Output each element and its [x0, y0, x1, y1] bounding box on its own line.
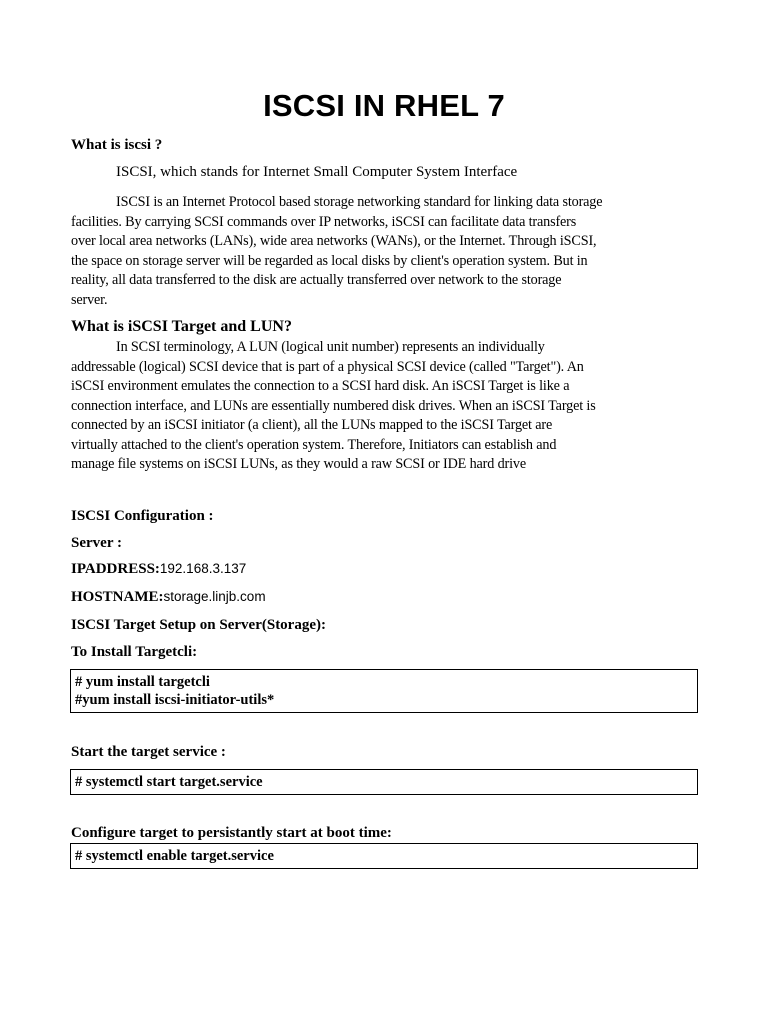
- ipaddress-value: 192.168.3.137: [159, 561, 247, 576]
- code-line: # systemctl enable target.service: [75, 848, 274, 864]
- paragraph-line: server.: [71, 291, 108, 308]
- code-line: # systemctl start target.service: [75, 774, 263, 790]
- paragraph-iscsi-intro: [71, 193, 701, 310]
- paragraph-line: over local area networks (LANs), wide area networks (WANs), or the Internet. Through iSCSI,: [71, 233, 597, 249]
- code-box-install: [70, 669, 698, 713]
- paragraph-line: ISCSI is an Internet Protocol based storage networking standard for linking data storage: [116, 194, 603, 210]
- code-line: #yum install iscsi-initiator-utils*: [75, 692, 275, 708]
- hostname-row: [71, 589, 266, 606]
- heading-iscsi-configuration: ISCSI Configuration :: [71, 508, 214, 524]
- ipaddress-row: [71, 561, 246, 578]
- paragraph-line: In SCSI terminology, A LUN (logical unit number) represents an individually: [116, 339, 545, 355]
- code-box-enable: [70, 843, 698, 869]
- heading-start-service: Start the target service :: [71, 744, 226, 760]
- hostname-label: HOSTNAME:: [71, 589, 164, 605]
- paragraph-line: connected by an iSCSI initiator (a client), all the LUNs mapped to the iSCSI Target are: [71, 417, 553, 433]
- code-box-start: [70, 769, 698, 795]
- paragraph-line: the space on storage server will be regarded as local disks by client's operation system. But in: [71, 252, 588, 269]
- label-server: Server :: [71, 535, 122, 551]
- heading-target-setup: ISCSI Target Setup on Server(Storage):: [71, 617, 326, 633]
- paragraph-line: manage file systems on iSCSI LUNs, as they would a raw SCSI or IDE hard drive: [71, 456, 526, 472]
- paragraph-line: facilities. By carrying SCSI commands over IP networks, iSCSI can facilitate data transfers: [71, 213, 577, 230]
- page-title: ISCSI IN RHEL 7: [263, 88, 505, 123]
- paragraph-line: reality, all data transferred to the disk are actually transferred over network to the storage: [71, 272, 562, 288]
- paragraph-line: addressable (logical) SCSI device that is part of a physical SCSI device (called "Target"). An: [71, 358, 584, 375]
- heading-target-and-lun: What is iSCSI Target and LUN?: [71, 318, 292, 335]
- hostname-value: storage.linjb.com: [163, 589, 266, 604]
- heading-what-is-iscsi: What is iscsi ?: [71, 137, 163, 153]
- heading-boot-time: Configure target to persistantly start at boot time:: [71, 825, 392, 841]
- paragraph-line: virtually attached to the client's operation system. Therefore, Initiators can establish and: [71, 436, 557, 453]
- heading-install-targetcli: To Install Targetcli:: [71, 644, 198, 660]
- paragraph-line: iSCSI environment emulates the connection to a SCSI hard disk. An iSCSI Target is like a: [71, 378, 570, 394]
- paragraph-line: connection interface, and LUNs are essentially numbered disk drives. When an iSCSI Target is: [71, 397, 596, 414]
- paragraph-target-lun: [71, 338, 701, 475]
- ipaddress-label: IPADDRESS:: [71, 561, 160, 577]
- subheading-iscsi-definition: ISCSI, which stands for Internet Small Computer System Interface: [116, 164, 518, 180]
- code-line: # yum install targetcli: [75, 674, 210, 690]
